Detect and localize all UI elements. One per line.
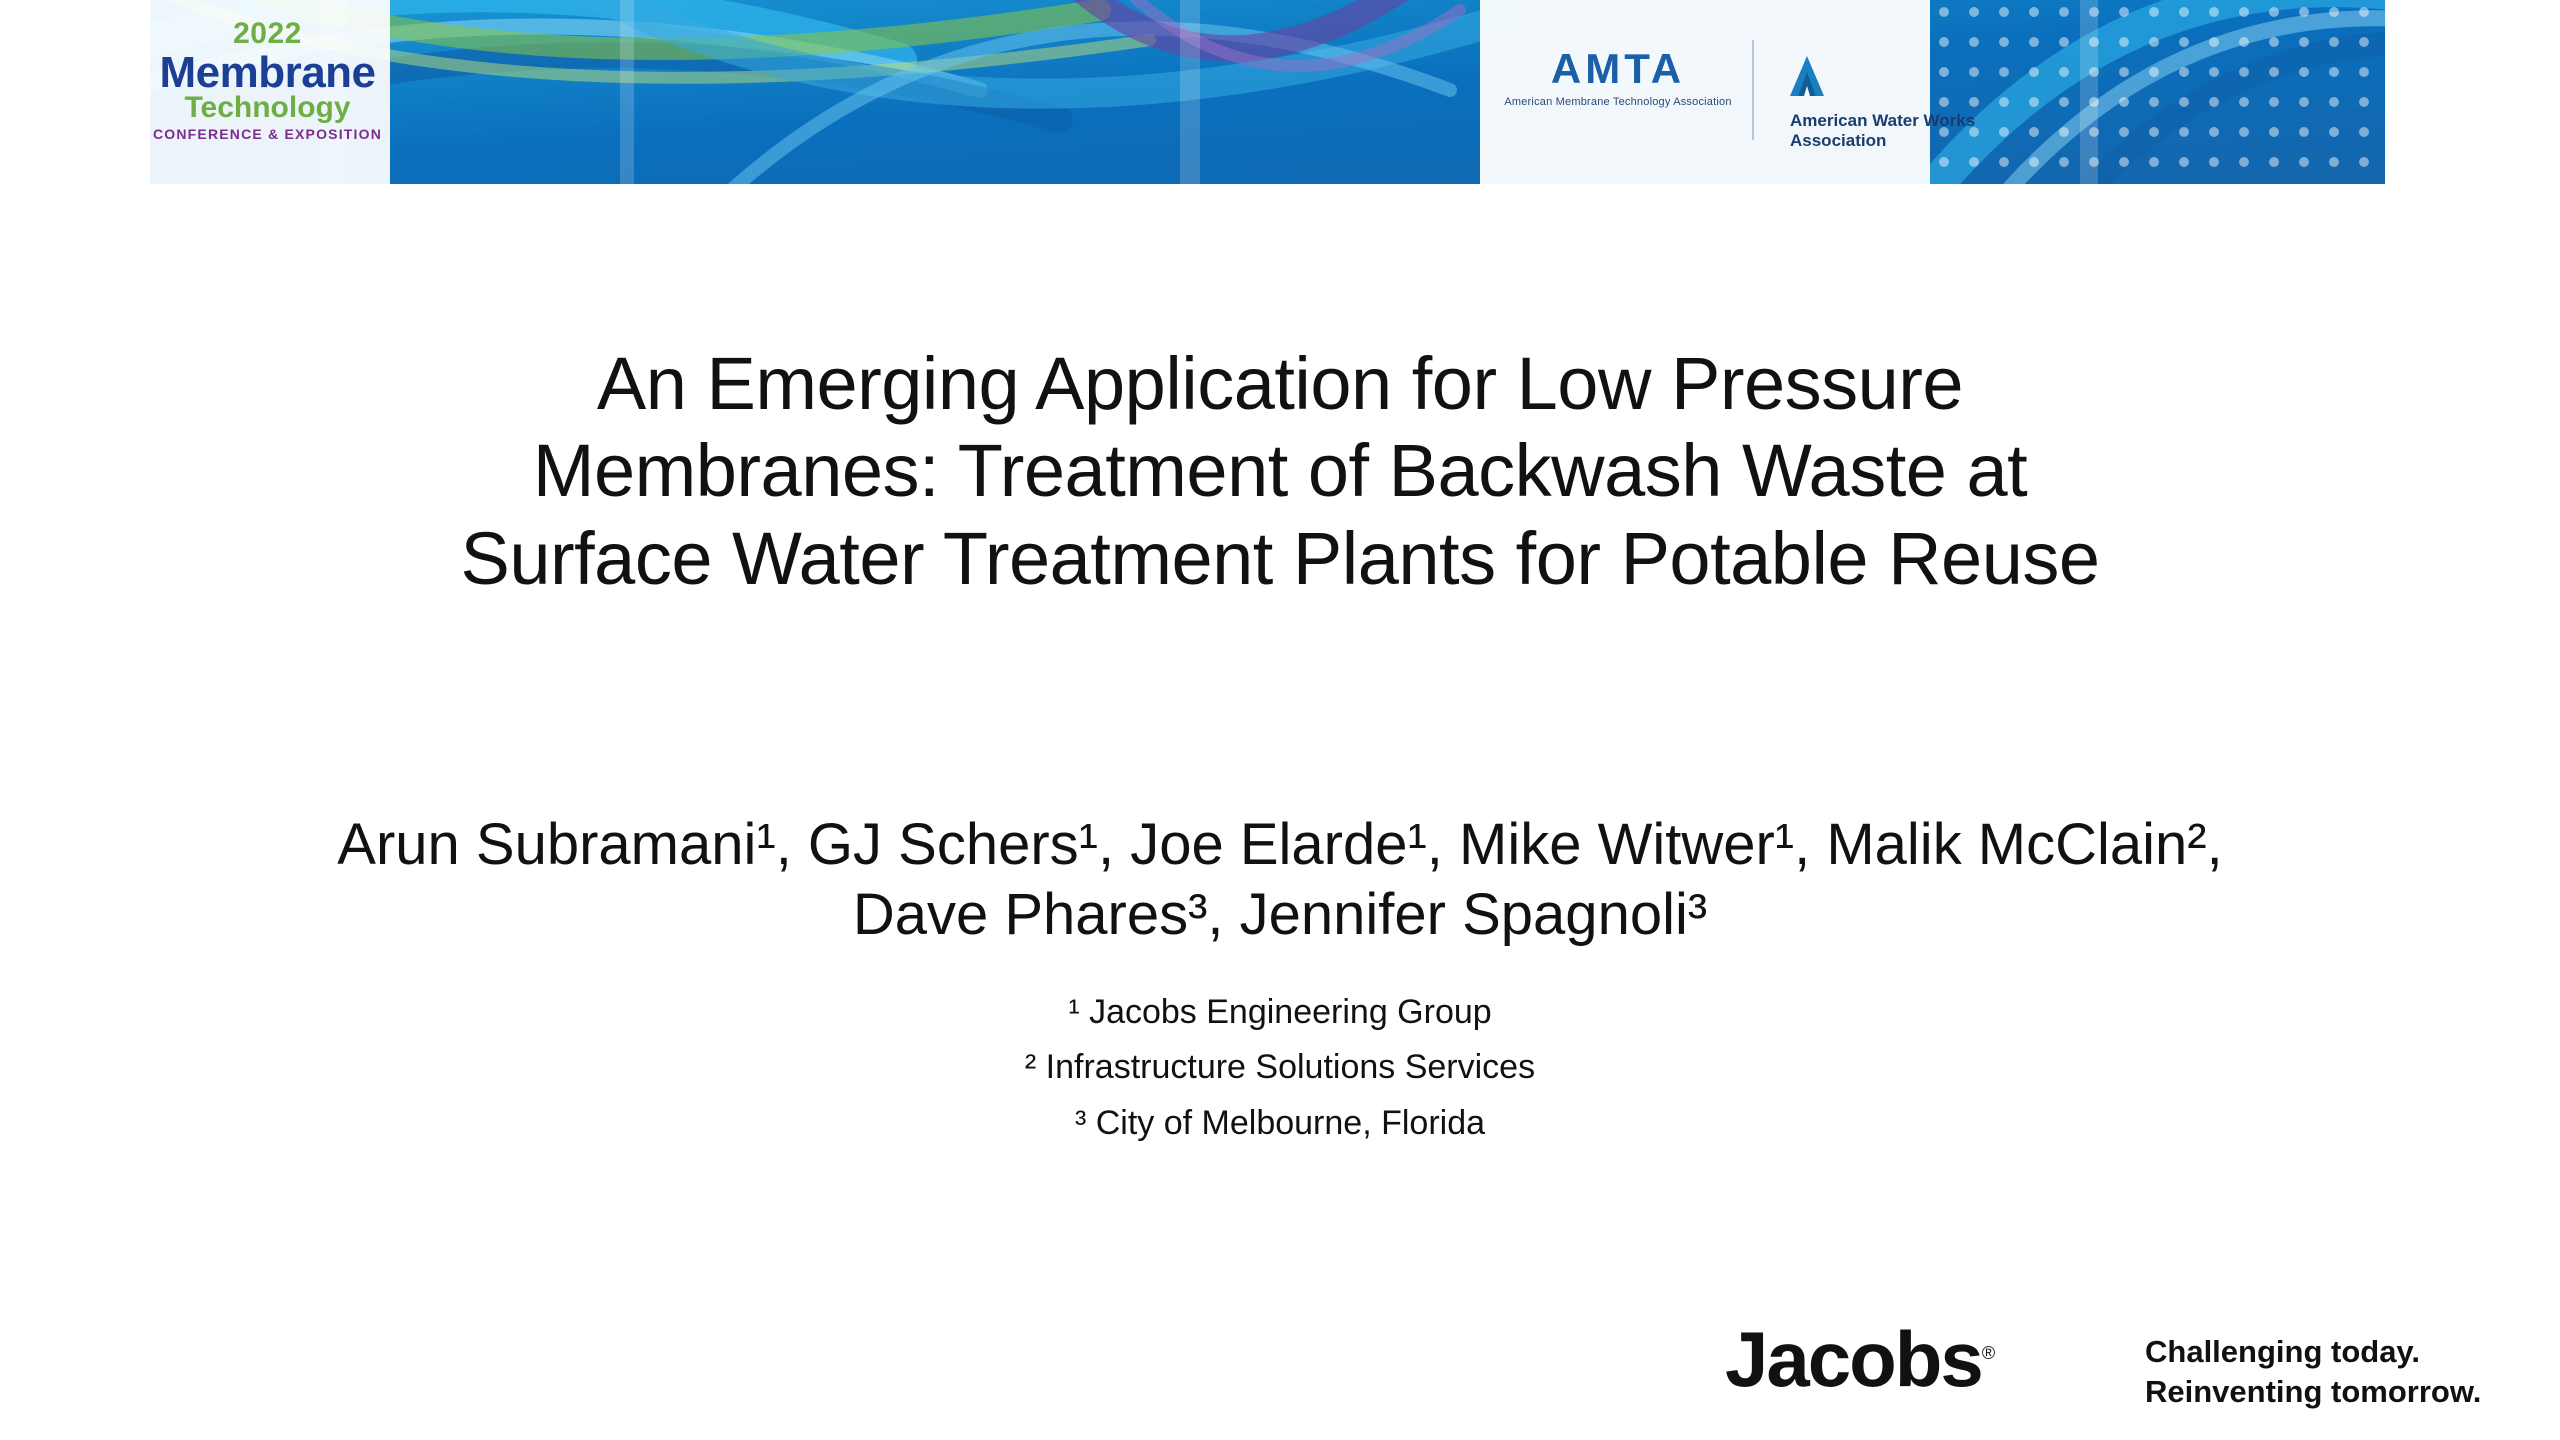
amta-logo — [1498, 45, 1738, 108]
amta-wordmark: AMTA — [1550, 45, 1686, 92]
awwa-wordmark — [1790, 111, 1975, 150]
banner-bottom-rule — [0, 184, 2560, 188]
logo-divider — [1752, 40, 1754, 140]
amta-subtitle: American Membrane Technology Association — [1504, 96, 1732, 108]
membrane-logo-line2: Technology — [184, 90, 351, 124]
title-line-2: Membranes: Treatment of Backwash Waste at — [532, 429, 2028, 513]
affiliation-1: ¹ Jacobs Engineering Group — [1068, 993, 1492, 1031]
title-line-3: Surface Water Treatment Plants for Potable Reuse — [460, 516, 2100, 600]
banner-dot-pattern — [1930, 0, 2390, 184]
jacobs-trademark: ® — [1981, 1343, 1996, 1363]
page-title — [60, 340, 2500, 602]
jacobs-logo — [1725, 1315, 1996, 1403]
awwa-droplet-icon — [1780, 52, 1834, 111]
awwa-line1: American Water Works — [1790, 111, 1976, 130]
membrane-logo-line3: CONFERENCE & EXPOSITION — [152, 126, 383, 143]
title-line-1: An Emerging Application for Low Pressure — [596, 342, 1964, 425]
authors-line-1: Arun Subramani¹, GJ Schers¹, Joe Elarde¹, Mike Witwer¹, Malik McClain², — [337, 812, 2223, 877]
header-banner — [0, 0, 2560, 184]
awwa-line2: Association — [1790, 130, 1887, 150]
affiliation-2: ² Infrastructure Solutions Services — [1024, 1048, 1536, 1087]
authors — [40, 810, 2520, 949]
banner-right-margin — [2385, 0, 2560, 184]
jacobs-tagline-line2: Reinventing tomorrow. — [2145, 1373, 2482, 1409]
authors-line-2: Dave Phares³, Jennifer Spagnoli³ — [852, 881, 1708, 947]
jacobs-wordmark: Jacobs — [1725, 1315, 1982, 1403]
membrane-logo-line1: Membrane — [159, 47, 376, 97]
membrane-technology-logo — [150, 18, 385, 142]
affiliation-3: ³ City of Melbourne, Florida — [1074, 1103, 1486, 1142]
affiliations — [40, 985, 2520, 1151]
jacobs-tagline — [2145, 1332, 2481, 1411]
awwa-logo — [1780, 52, 1990, 150]
membrane-logo-year: 2022 — [233, 17, 302, 50]
jacobs-tagline-line1: Challenging today. — [2145, 1334, 2420, 1369]
banner-left-margin — [0, 0, 150, 184]
